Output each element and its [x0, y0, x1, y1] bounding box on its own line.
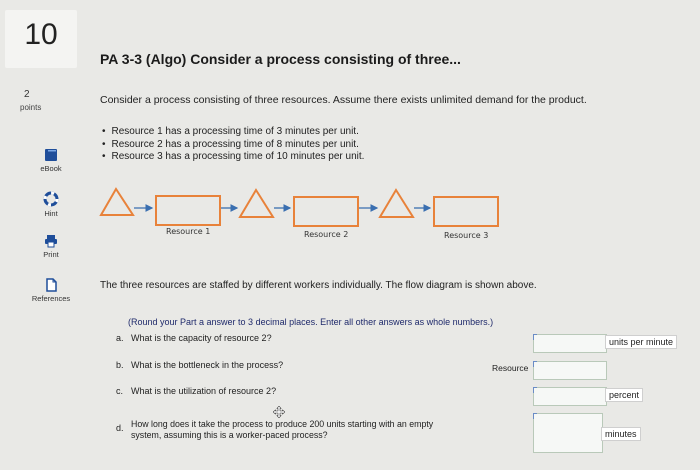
part-d [116, 419, 461, 441]
left-rail [0, 0, 82, 470]
references-button[interactable] [18, 278, 84, 303]
list-item: • Resource 2 has a processing time of 8 minutes per unit. [102, 139, 364, 152]
question-number-box [5, 10, 77, 68]
document-icon [44, 278, 58, 292]
utilization-input[interactable] [533, 387, 607, 406]
references-label: References [31, 294, 71, 303]
resource-3-label: Resource 3 [444, 231, 489, 240]
staffing-text: The three resources are staffed by different workers individually. The flow diagram is shown above. [100, 280, 537, 291]
resource-box-3 [434, 197, 498, 226]
print-label: Print [43, 250, 59, 259]
question-title: PA 3-3 (Algo) Consider a process consisting of three... [100, 51, 461, 67]
buffer-triangle-3 [380, 190, 413, 217]
resource-box-2 [294, 197, 358, 226]
part-letter: c. [116, 386, 124, 396]
buffer-triangle-2 [240, 190, 273, 217]
points-label: points [20, 103, 42, 112]
hint-label: Hint [44, 209, 58, 218]
unit-label: units per minute [605, 335, 677, 349]
time-input[interactable] [533, 413, 603, 453]
book-icon [43, 148, 59, 162]
part-text: What is the utilization of resource 2? [131, 386, 277, 396]
part-b [116, 360, 283, 370]
move-cursor-icon [273, 406, 285, 418]
part-text: How long does it take the process to produce 200 units starting with an empty system, assuming this is a worker-paced process? [131, 419, 434, 440]
unit-label: minutes [601, 427, 641, 441]
unit-label: percent [605, 388, 643, 402]
points-value: 2 [24, 89, 30, 100]
part-letter: d. [116, 423, 124, 433]
capacity-input[interactable] [533, 334, 607, 353]
instructions: (Round your Part a answer to 3 decimal places. Enter all other answers as whole numbers.) [128, 317, 494, 327]
question-intro: Consider a process consisting of three resources. Assume there exists unlimited demand for the product. [100, 94, 587, 106]
part-letter: b. [116, 360, 124, 370]
lifebuoy-icon [43, 191, 59, 207]
resource-list [102, 126, 364, 164]
list-item: • Resource 3 has a processing time of 10 minutes per unit. [102, 151, 364, 164]
part-text: What is the capacity of resource 2? [131, 333, 272, 343]
resource-box-1 [156, 196, 220, 225]
resource-prefix-label: Resource [492, 363, 529, 373]
part-a [116, 333, 272, 343]
list-item: • Resource 1 has a processing time of 3 minutes per unit. [102, 126, 364, 139]
part-text: What is the bottleneck in the process? [131, 360, 284, 370]
part-letter: a. [116, 333, 124, 343]
question-number: 10 [24, 18, 58, 51]
print-button[interactable] [18, 234, 84, 259]
buffer-triangle-1 [101, 189, 133, 215]
printer-icon [43, 234, 59, 248]
resource-1-label: Resource 1 [166, 227, 211, 236]
resource-2-label: Resource 2 [304, 230, 349, 239]
part-c [116, 386, 276, 396]
hint-button[interactable] [18, 191, 84, 218]
ebook-label: eBook [40, 164, 62, 173]
flow-diagram [96, 184, 516, 244]
bottleneck-input[interactable] [533, 361, 607, 380]
ebook-button[interactable] [18, 148, 84, 173]
